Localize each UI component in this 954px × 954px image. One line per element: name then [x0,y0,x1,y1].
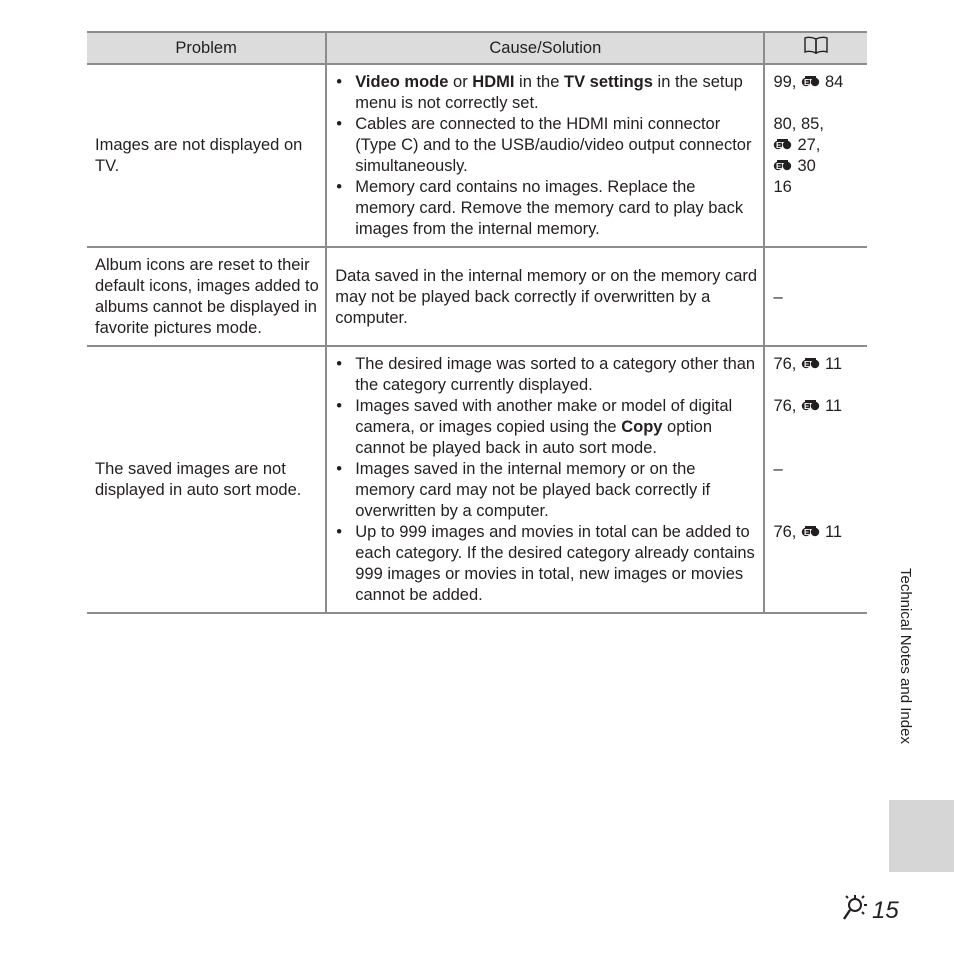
solution-item [335,522,757,606]
table-row [87,64,867,247]
reference-section-icon [840,893,870,928]
table-header-row [87,32,867,64]
reference-cell [764,64,867,247]
text-run: 11 [824,523,843,541]
cause-solution-column-header: Cause/Solution [326,32,764,64]
page-reference [773,354,861,375]
section-tab [889,800,954,872]
text-run: 16 [773,178,792,196]
text-run: 27, [797,136,821,154]
reference-section-icon [801,354,825,375]
svg-text:E: E [776,141,781,150]
svg-text:E: E [803,528,809,537]
solution-item [335,177,757,240]
text-run: Images saved with another make or model of digital camera, or images copied using the [355,397,733,436]
reference-cell [764,346,867,613]
solution-item [335,72,757,114]
solution-item [335,354,757,396]
page-reference [773,177,861,198]
page-reference [773,156,861,177]
text-run: 80, 85, [773,115,824,133]
problem-cell: Images are not displayed on TV. [87,64,326,247]
reference-column-header [764,32,867,64]
text-run: 11 [824,355,843,373]
solution-list [335,72,757,240]
text-run: Cables are connected to the HDMI mini connector (Type C) and to the USB/audio/video output connector simultaneously. [355,115,752,175]
reference-section-icon [773,135,797,156]
bold-term: HDMI [472,73,515,91]
troubleshooting-table [87,31,867,614]
text-run: 84 [824,73,844,91]
table-row [87,247,867,346]
text-run: The desired image was sorted to a category other than the category currently displayed. [355,355,756,394]
solution-item [335,459,757,522]
svg-text:E: E [776,162,781,171]
svg-text:E: E [803,360,809,369]
cause-solution-cell [326,346,764,613]
text-run: Memory card contains no images. Replace the memory card. Remove the memory card to play back images from the internal memory. [355,178,744,238]
text-run: Images saved in the internal memory or on the memory card may not be played back correctly if overwritten by a computer. [355,460,711,520]
text-run: option cannot be played back in auto sort mode. [355,418,712,457]
text-run: – [773,287,783,306]
cause-solution-cell [326,247,764,346]
text-run: or [448,73,473,91]
text-run: 30 [797,157,816,175]
page-number-value: 15 [872,896,899,924]
page-reference [773,396,861,417]
text-run: 76, [773,523,801,541]
text-run: in the [514,73,564,91]
solution-item [335,114,757,177]
text-run: 11 [824,397,843,415]
solution-list [335,354,757,606]
problem-cell: The saved images are not displayed in auto sort mode. [87,346,326,613]
page-reference [773,135,861,156]
solution-text: Data saved in the internal memory or on the memory card may not be played back correctly if overwritten by a computer. [335,266,758,327]
reference-section-icon [773,156,797,177]
text-run: 76, [773,397,801,415]
page-reference [773,287,861,308]
svg-text:E: E [803,402,809,411]
book-reference-icon [803,36,829,60]
text-run: 99, [773,73,801,91]
bold-term: Copy [621,418,663,436]
text-run: in the setup menu is not correctly set. [355,73,743,112]
page-reference [773,522,861,543]
reference-cell [764,247,867,346]
text-run: – [773,460,783,478]
svg-text:E: E [803,78,809,87]
page-number [840,893,899,928]
reference-section-icon [801,72,825,93]
problem-cell: Album icons are reset to their default icons, images added to albums cannot be displayed in favorite pictures mode. [87,247,326,346]
bold-term: Video mode [355,73,449,91]
solution-item [335,396,757,459]
section-sidebar-label: Technical Notes and Index [897,568,914,744]
text-run: 76, [773,355,801,373]
text-run: Up to 999 images and movies in total can be added to each category. If the desired category already contains 999 images or movies in total, new images or movies cannot be added. [355,523,755,604]
problem-column-header: Problem [87,32,326,64]
page-reference [773,72,861,93]
page-reference [773,114,861,135]
reference-section-icon [801,396,825,417]
table-row [87,346,867,613]
cause-solution-cell [326,64,764,247]
page-reference [773,459,861,480]
reference-section-icon [801,522,825,543]
bold-term: TV settings [564,73,653,91]
